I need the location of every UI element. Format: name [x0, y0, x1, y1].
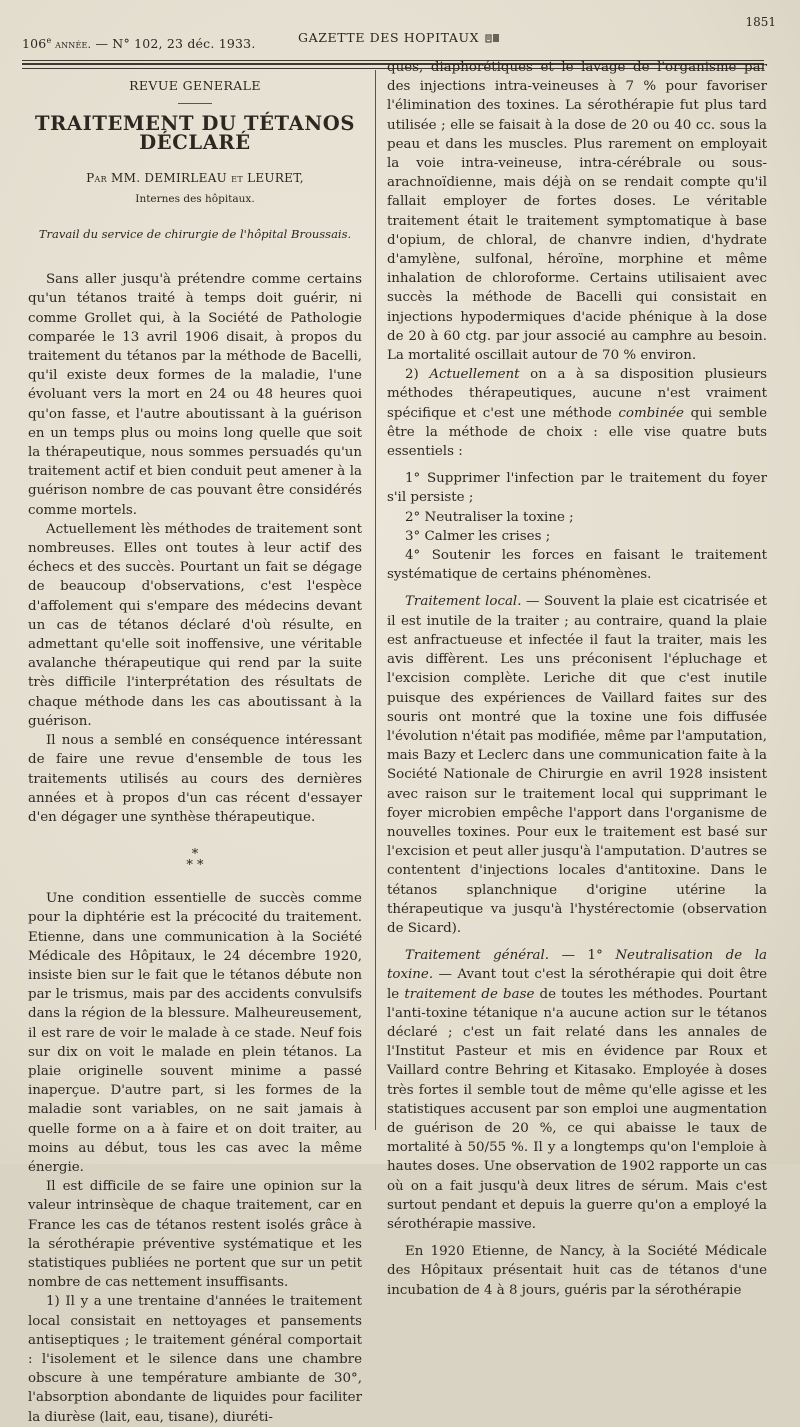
service-note: Travail du service de chirurgie de l'hôpital Broussais.	[38, 227, 352, 242]
spacer	[387, 461, 767, 469]
asterism-bottom: * *	[186, 858, 204, 874]
text-run: — Souvent la plaie est cicatrisée et il est inutile de la traiter ; au contraire, quand la plaie est anfractueuse et infectée il faut la traiter, mais les avis diffèrent. Les uns préconisent l'épluchage et l'excision complète. Leriche dit que c'est inutile puisque des expériences de Vaillard faites sur des souris ont montré que la toxine une fois diffusée l'évolution n'était pas modifiée, même par l'amputation, mais Bazy et Leclerc dans une communication faite à la Société Nationale de Chirurgie en avril 1928 insistent avec raison sur le traitement local qui supprimant le foyer microbien empêche l'apport dans l'organisme de nouvelles toxines. Pour eux le traitement est basé sur l'excision et peut aller jusqu'à l'amputation. D'autres se contentent d'injections locales d'antitoxine. Dans le tétanos splanchnique d'origine utérine la thérapeutique va jusqu'à l'hystérectomie (observation de Sicard).	[387, 594, 768, 936]
spacer	[387, 584, 767, 592]
paragraph: En 1920 Etienne, de Nancy, à la Société Médicale des Hôpitaux présentait huit cas de tétanos d'une incubation de 4 à 8 jours, guéris par la sérothérapie	[387, 1244, 767, 1298]
issue-year-suffix: e	[46, 36, 52, 45]
paragraph: Il est difficile de se faire une opinion sur la valeur intrinsèque de chaque traitement, car en France les cas de tétanos restent isolés grâce à la sérothérapie préventive systématique et les statistiques publiées ne portent que sur un petit nombre de cas nettement insuffisants.	[28, 1179, 362, 1291]
issue-annee-label: année.	[51, 38, 92, 52]
text-run: on a à sa disposition plusieurs méthodes thérapeutiques, aucune n'est vraiment spécifique et c'est une méthode	[387, 367, 767, 421]
paragraph: ques, diaphorétiques et le lavage de l'organisme par des injections intra-veineuses à 7 % pour favoriser l'élimination des toxines. La sérothérapie fut plus tard utilisée ; elle se faisait à la dose de 20 ou 40 cc. sous la peau et dans les muscles. Plus rarement on employait la voie intra-veineuse, intra-cérébrale ou sous-arachnoïdienne, mais déjà on se rendait compte qu'il fallait employer de fortes doses. Le véritable traitement était le traitement symptomatique à base d'opium, de chloral, de chanvre indien, d'hydrate d'amylène, sulfonal, héroïne, morphine et même inhalation de chloroforme. Certains utilisaient avec succès la méthode de Bacelli qui consistait en injections hypodermiques d'acide phénique à la dose de 20 à 60 ctg. par jour associé au camphre au besoin. La mortalité oscillait autour de 70 % environ.	[387, 60, 767, 364]
right-column	[387, 58, 767, 1300]
paragraph	[387, 592, 767, 938]
journal-title-text: GAZETTE DES HOPITAUX	[298, 30, 480, 45]
article-authors: Par MM. DEMIRLEAU et LEURET,	[86, 170, 304, 185]
issue-year-number: 106	[22, 36, 47, 52]
list-item: 2° Neutraliser la toxine ;	[405, 509, 574, 525]
spacer	[387, 938, 767, 946]
issue-number-date: — N° 102, 23 déc. 1933.	[91, 36, 256, 52]
paragraph: Actuellement lès méthodes de traitement sont nombreuses. Elles ont toutes à leur actif des échecs et des succès. Pourtant un fait se dégage de beaucoup d'observations, c'est l'espèce d'affolement qui s'empare des médecins devant un cas de tétanos déclaré d'où résulte, en admettant qu'elle soit inoffensive, une véritable avalanche thérapeutique qui rend par la suite très difficile l'interprétation des résultats de chaque méthode dans les cas aboutissant à la guérison.	[28, 521, 362, 729]
left-column	[28, 72, 362, 1427]
spacer	[387, 1234, 767, 1242]
journal-emblem-icon	[485, 33, 500, 44]
rubric-divider	[178, 103, 212, 104]
emphasis: traitement de base	[404, 986, 535, 1002]
emphasis: Traitement local.	[405, 594, 522, 610]
page-number: 1851	[745, 15, 776, 29]
paragraph: Il nous a semblé en conséquence intéressant de faire une revue d'ensemble de tous les traitements utilisés au cours des dernières années et à propos d'un cas récent d'essayer d'en dégager une synthèse thérapeutique.	[28, 733, 362, 825]
emphasis: Traitement général.	[405, 948, 550, 964]
paragraph	[387, 365, 767, 461]
text-run: qui semble être la méthode de choix : elle vise quatre buts essentiels :	[387, 405, 767, 460]
list-item: 1° Supprimer l'infection par le traitement du foyer s'il persiste ;	[387, 471, 767, 506]
asterism	[28, 847, 362, 874]
paragraph	[387, 946, 767, 1234]
list-item: 3° Calmer les crises ;	[405, 528, 551, 544]
paragraph: 1) Il y a une trentaine d'années le traitement local consistait en nettoyages et pansements antiseptiques ; le traitement général comportait : l'isolement et le silence dans une chambre obscure à une température ambiante de 30°, l'absorption abondante de liquides pour faciliter la diurèse (lait, eau, tisane), diuréti-	[28, 1294, 362, 1425]
text-run: — 1°	[549, 948, 616, 964]
emphasis: Actuellement	[429, 367, 520, 383]
emphasis: combinée	[618, 405, 684, 421]
paragraph: Sans aller jusqu'à prétendre comme certains qu'un tétanos traité à temps doit guérir, ni comme Grollet qui, à la Société de Pathologie comparée le 13 avril 1906 disait, à propos du traitement du tétanos par la méthode de Bacelli, qu'il existe deux formes de la maladie, l'une évoluant vers la mort en 24 ou 48 heures quoi qu'on fasse, et l'autre aboutissant à la guérison en un temps plus ou moins long quelle que soit la thérapeutique, nous sommes persuadés qu'un traitement actif et bien conduit peut amener à la guérison nombre de cas pouvant être considérés comme mortels.	[28, 272, 362, 518]
text-run: — Avant tout c'est la sérothérapie qui doit être le	[387, 967, 767, 1002]
text-run: 2)	[405, 367, 430, 383]
asterism-top: *	[191, 847, 199, 863]
section-rubric: REVUE GENERALE	[129, 78, 261, 93]
text-run: de toutes les méthodes. Pourtant l'anti-toxine tétanique n'a aucune action sur le tétanos déclaré ; c'est un fait relaté dans les annales de l'Institut Pasteur et mis en évidence par Roux et Vaillard contre Behring et Kitasako. Employée à doses très fortes il semble tout de même qu'elle agisse et les statistiques accusent par son emploi une augmentation de guérison de 20 %, ce qui abaisse le taux de mortalité à 50/55 %. Il y a longtemps qu'on l'emploie à hautes doses. Une observation de 1902 rapporte un cas où on a fait jusqu'à deux litres de sérum. Mais c'est surtout pendant et depuis la guerre qu'on a employé la sérothérapie massive.	[387, 986, 768, 1232]
emphasis: Neutralisation de la toxine.	[387, 948, 767, 983]
journal-title	[298, 30, 500, 45]
page-header	[22, 14, 776, 58]
list-item: 4° Soutenir les forces en faisant le traitement systématique de certains phénomènes.	[387, 548, 767, 583]
issue-info	[22, 36, 256, 51]
authors-affiliation: Internes des hôpitaux.	[135, 192, 255, 205]
article-title: TRAITEMENT DU TÉTANOS DÉCLARÉ	[34, 112, 356, 155]
column-separator	[375, 70, 376, 1130]
paragraph: Une condition essentielle de succès comme pour la diphtérie est la précocité du traitement. Etienne, dans une communication à la Société Médicale des Hôpitaux, le 24 décembre 1920, insiste bien sur le fait que le tétanos débute non par le trismus, mais par des accidents convulsifs dans la région de la blessure. Malheureusement, il est rare de voir le malade à ce stade. Neuf fois sur dix on voit le malade en plein tétanos. La plaie originelle souvent minime a passé inaperçue. D'autre part, si les formes de la maladie sont variables, on ne sait jamais à quelle forme on a à faire et on doit traiter, au moins au début, tous les cas avec la même énergie.	[28, 891, 362, 1175]
